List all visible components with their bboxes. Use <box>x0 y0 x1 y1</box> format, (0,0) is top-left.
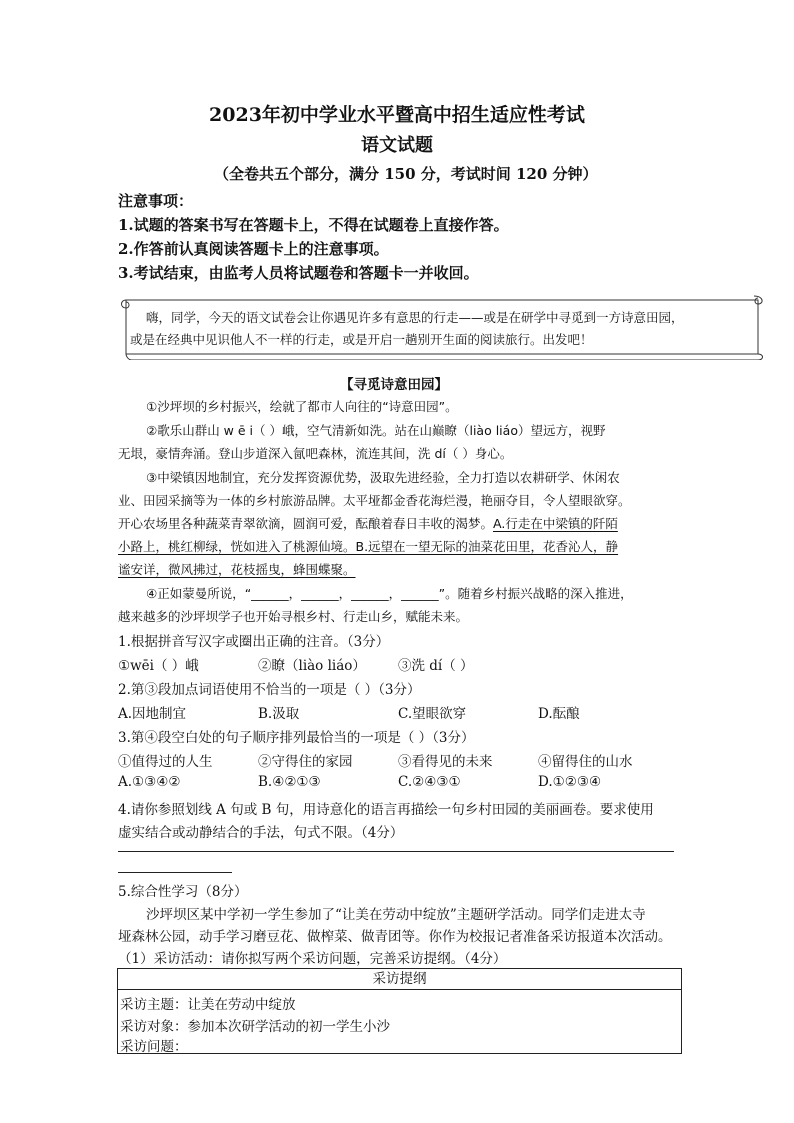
passage-line: ③中梁镇因地制宜，充分发挥资源优势，汲取先进经验，全力打造以农耕研学、休闲农 <box>146 470 620 485</box>
q3-option: A.①③④② <box>118 774 181 790</box>
question-5: 5.综合性学习（8分） <box>118 884 248 900</box>
notice-item: 3.考试结束，由监考人员将试题卷和答题卡一并收回。 <box>118 264 479 282</box>
exam-info: （全卷共五个部分，满分 150 分，考试时间 120 分钟） <box>214 165 598 183</box>
passage-line: ④正如蒙曼所说，“______，______，______，______”。随着乡村振兴战略的深入推进， <box>146 586 633 601</box>
question-2: 2.第③段加点词语使用不恰当的一项是（ ）（3分） <box>118 682 421 698</box>
q1-option: ②瞭（liào liáo） <box>258 658 366 674</box>
notice-item: 2.作答前认真阅读答题卡上的注意事项。 <box>118 240 389 258</box>
underlined-sentence-b-end: 谧安详，微风拂过，花枝摇曳，蜂围蝶聚。 <box>118 562 356 577</box>
outline-heading: 采访提纲 <box>118 969 681 990</box>
notice-item: 1.试题的答案书写在答题卡上，不得在试题卷上直接作答。 <box>118 216 509 234</box>
intro-text-line: 嗨，同学，今天的语文试卷会让你遇见许多有意思的行走——或是在研学中寻觅到一方诗意田园， <box>146 310 684 325</box>
interview-outline-table <box>117 968 682 1054</box>
q5-text: 沙坪坝区某中学初一学生参加了“让美在劳动中绽放”主题研学活动。同学们走进太寺 <box>146 907 646 923</box>
q3-option: B.④②①③ <box>258 774 321 790</box>
passage-line: 无垠，豪情奔涌。登山步道深入氤吧森林，流连其间，洗 dí（ ）身心。 <box>118 446 513 461</box>
q2-option: A.因地制宜 <box>118 706 187 722</box>
section-title: 【寻觅诗意田园】 <box>340 377 448 393</box>
underlined-sentence-b: 小路上，桃红柳绿，恍如进入了桃源仙境。B.远望在一望无际的油菜花田里，花香沁人，静 <box>118 539 619 554</box>
scroll-frame <box>118 294 768 360</box>
q1-option: ①wēi（ ）峨 <box>118 658 199 674</box>
passage-line: ②歌乐山群山 w ē i（ ）峨，空气清新如洗。站在山巅瞭（liào liáo）望远方，视野 <box>146 423 606 438</box>
q2-option: C.望眼欲穿 <box>398 706 467 722</box>
q2-option: D.酝酿 <box>538 706 580 722</box>
outline-topic: 采访主题：让美在劳动中绽放 <box>120 997 296 1013</box>
underlined-sentence-a: A.行走在中梁镇的阡陌 <box>493 516 618 531</box>
passage-line <box>118 514 618 532</box>
passage-line: ①沙坪坝的乡村振兴，绘就了都市人向往的“诗意田园”。 <box>146 399 458 414</box>
q3-item: ④留得住的山水 <box>538 754 633 770</box>
question-1: 1.根据拼音写汉字或圈出正确的注音。（3分） <box>118 634 390 650</box>
separator-line <box>118 872 232 873</box>
exam-title: 2023年初中学业水平暨高中招生适应性考试 <box>209 104 585 126</box>
q2-option: B.汲取 <box>258 706 300 722</box>
q1-option: ③洗 dí（ ） <box>398 658 474 674</box>
q5-subquestion: （1）采访活动：请你拟写两个采访问题，完善采访提纲。（4分） <box>118 951 507 967</box>
q3-item: ③看得见的未来 <box>398 754 493 770</box>
question-3: 3.第④段空白处的句子顺序排列最恰当的一项是（ ）（3分） <box>118 730 475 746</box>
outline-target: 采访对象：参加本次研学活动的初一学生小沙 <box>120 1019 390 1035</box>
passage-line: 越来越多的沙坪坝学子也开始寻根乡村、行走山乡，赋能未来。 <box>118 609 469 624</box>
q3-item: ②守得住的家园 <box>258 754 353 770</box>
outline-questions: 采访问题： <box>120 1039 188 1055</box>
q3-item: ①值得过的人生 <box>118 754 213 770</box>
exam-subject: 语文试题 <box>361 135 433 156</box>
intro-text-line: 或是在经典中见识他人不一样的行走，或是开启一趟别开生面的阅读旅行。出发吧！ <box>130 332 593 347</box>
passage-line: 业、田园采摘等为一体的乡村旅游品牌。太平垭都金香花海烂漫，艳丽夺目，令人望眼欲穿。 <box>118 493 631 508</box>
question-4: 4.请你参照划线 A 句或 B 句，用诗意化的语言再描绘一句乡村田园的美丽画卷。要求使用 <box>118 802 654 818</box>
question-4-cont: 虚实结合或动静结合的手法，句式不限。（4分） <box>118 825 404 841</box>
intro-scroll-banner <box>118 294 768 360</box>
q5-text: 垭森林公园，动手学习磨豆花、做榨菜、做青团等。你作为校报记者准备采访报道本次活动。 <box>118 929 672 945</box>
notice-heading: 注意事项： <box>118 192 194 210</box>
passage-text: 开心农场里各种蔬菜青翠欲滴，圆润可爱，酝酿着春日丰收的渴梦。 <box>118 516 494 531</box>
q3-option: C.②④③① <box>398 774 461 790</box>
answer-line <box>118 851 674 852</box>
q3-option: D.①②③④ <box>538 774 602 790</box>
